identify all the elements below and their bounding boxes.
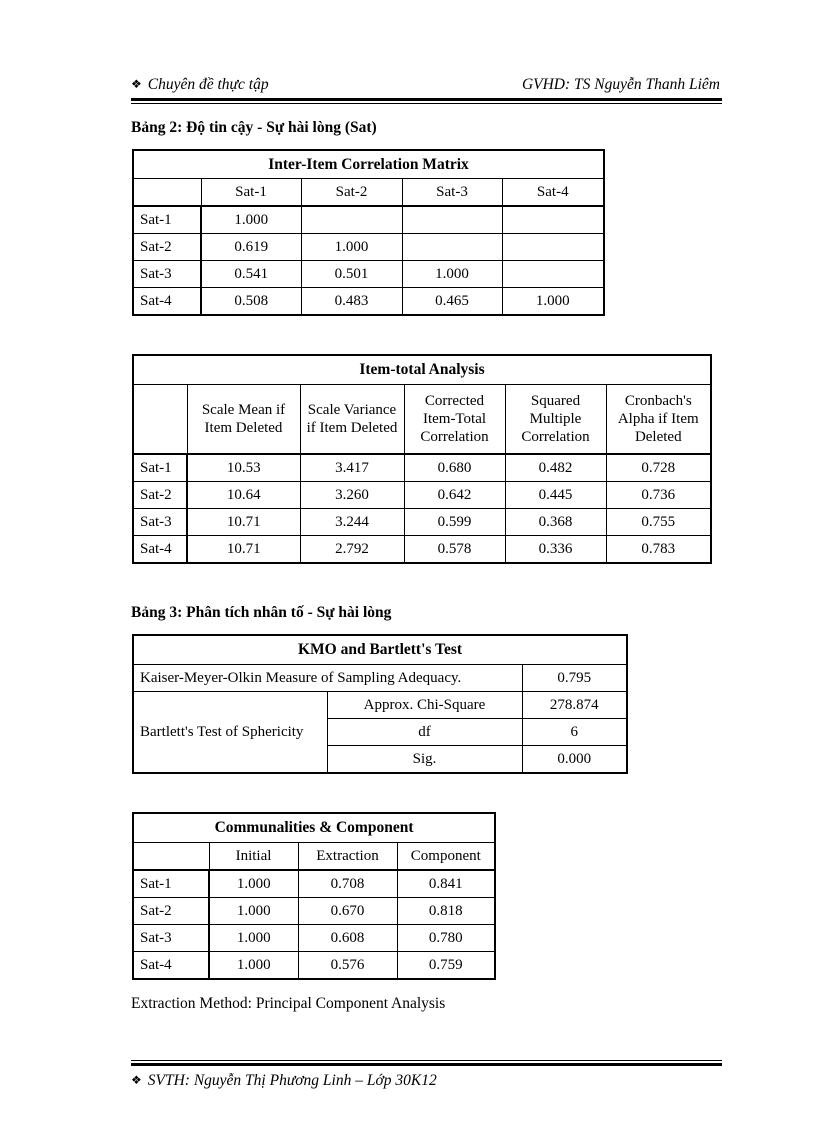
header-left-text: Chuyên đề thực tập (147, 76, 269, 93)
column-header: Scale Mean if Item Deleted (187, 385, 300, 455)
table-cell: 1.000 (402, 261, 502, 288)
table-cell: Sig. (327, 746, 522, 774)
footer-rule-thin (131, 1060, 722, 1061)
row-label: Sat-2 (133, 898, 209, 925)
table-row (133, 692, 627, 719)
table-cell: 0.576 (298, 952, 397, 980)
table-row (133, 536, 711, 564)
row-label: Sat-1 (133, 870, 209, 898)
table-cell (502, 261, 604, 288)
table-cell: 2.792 (300, 536, 404, 564)
kmo-label: Kaiser-Meyer-Olkin Measure of Sampling Adequacy. (133, 665, 522, 692)
table-cell: 0.501 (301, 261, 402, 288)
diamond-bullet-icon: ❖ (131, 1073, 142, 1087)
table-cell: 0.336 (505, 536, 606, 564)
table-cell: 1.000 (209, 925, 298, 952)
table-cell: 3.417 (300, 454, 404, 482)
table-row (133, 898, 495, 925)
table-cell: 0.755 (606, 509, 711, 536)
header-left (131, 76, 269, 94)
footer-rule-thick (131, 1063, 722, 1066)
column-header: Sat-1 (201, 179, 301, 207)
table-cell: 1.000 (209, 952, 298, 980)
table-cell: 0.680 (404, 454, 505, 482)
column-header: Cronbach's Alpha if Item Deleted (606, 385, 711, 455)
table-cell: 0.642 (404, 482, 505, 509)
item-total-title: Item-total Analysis (133, 355, 711, 385)
row-label: Sat-2 (133, 482, 187, 509)
table3-caption: Bảng 3: Phân tích nhân tố - Sự hài lòng (131, 604, 392, 621)
table-row (133, 288, 604, 316)
kmo-value: 0.795 (522, 665, 627, 692)
table-row (133, 952, 495, 980)
table-cell: 0.619 (201, 234, 301, 261)
table-cell: 0.783 (606, 536, 711, 564)
table-cell (502, 206, 604, 234)
correlation-title: Inter-Item Correlation Matrix (133, 150, 604, 179)
row-label: Sat-3 (133, 261, 201, 288)
table-cell: 0.708 (298, 870, 397, 898)
table-cell: 1.000 (201, 206, 301, 234)
row-label: Sat-1 (133, 206, 201, 234)
kmo-bartlett-table (132, 634, 628, 774)
table-cell: 0.780 (397, 925, 495, 952)
row-label: Sat-2 (133, 234, 201, 261)
column-header: Sat-3 (402, 179, 502, 207)
page-header (131, 76, 722, 96)
table-cell: 1.000 (301, 234, 402, 261)
table-cell: df (327, 719, 522, 746)
header-right: GVHD: TS Nguyễn Thanh Liêm (521, 76, 720, 93)
table-cell (402, 206, 502, 234)
header-blank-cell (133, 179, 201, 207)
header-blank-cell (133, 843, 209, 871)
table-cell (502, 234, 604, 261)
row-label: Sat-1 (133, 454, 187, 482)
table-row (133, 206, 604, 234)
diamond-bullet-icon: ❖ (131, 77, 142, 91)
table-cell: 0.818 (397, 898, 495, 925)
table-cell: 1.000 (209, 898, 298, 925)
column-header: Sat-2 (301, 179, 402, 207)
table-cell: 0.728 (606, 454, 711, 482)
column-header: Corrected Item-Total Correlation (404, 385, 505, 455)
column-header: Extraction (298, 843, 397, 871)
table2-caption: Bảng 2: Độ tin cậy - Sự hài lòng (Sat) (131, 119, 377, 136)
table-cell: 1.000 (502, 288, 604, 316)
table-cell: 6 (522, 719, 627, 746)
table-cell: 0.368 (505, 509, 606, 536)
item-total-table (132, 354, 712, 564)
table-cell: 0.483 (301, 288, 402, 316)
table-cell (301, 206, 402, 234)
table-row (133, 234, 604, 261)
table-row (133, 454, 711, 482)
table-cell: 0.508 (201, 288, 301, 316)
row-label: Sat-4 (133, 952, 209, 980)
row-label: Sat-3 (133, 925, 209, 952)
table-cell: 0.578 (404, 536, 505, 564)
table-cell: 3.260 (300, 482, 404, 509)
kmo-title: KMO and Bartlett's Test (133, 635, 627, 665)
table-cell: 10.64 (187, 482, 300, 509)
correlation-matrix-table (132, 149, 605, 316)
table-row (133, 261, 604, 288)
table-cell: 10.71 (187, 536, 300, 564)
table-cell: 0.000 (522, 746, 627, 774)
table-row (133, 870, 495, 898)
footer-text: SVTH: Nguyễn Thị Phương Linh – Lớp 30K12 (147, 1072, 437, 1089)
column-header: Squared Multiple Correlation (505, 385, 606, 455)
row-label: Sat-3 (133, 509, 187, 536)
table-cell: 3.244 (300, 509, 404, 536)
row-label: Sat-4 (133, 536, 187, 564)
table-row (133, 925, 495, 952)
column-header: Sat-4 (502, 179, 604, 207)
bartlett-label: Bartlett's Test of Sphericity (133, 692, 327, 774)
extraction-note: Extraction Method: Principal Component Analysis (131, 995, 446, 1012)
table-cell: 1.000 (209, 870, 298, 898)
column-header: Initial (209, 843, 298, 871)
column-header: Component (397, 843, 495, 871)
table-cell: 0.465 (402, 288, 502, 316)
header-rule-thin (131, 103, 722, 104)
row-label: Sat-4 (133, 288, 201, 316)
table-cell: 10.71 (187, 509, 300, 536)
table-row (133, 482, 711, 509)
communalities-title: Communalities & Component (133, 813, 495, 843)
column-header: Scale Variance if Item Deleted (300, 385, 404, 455)
header-blank-cell (133, 385, 187, 455)
table-cell: 0.759 (397, 952, 495, 980)
table-cell: 10.53 (187, 454, 300, 482)
table-cell: Approx. Chi-Square (327, 692, 522, 719)
table-cell: 278.874 (522, 692, 627, 719)
table-cell: 0.599 (404, 509, 505, 536)
communalities-table (132, 812, 496, 980)
table-cell (402, 234, 502, 261)
table-cell: 0.736 (606, 482, 711, 509)
table-cell: 0.445 (505, 482, 606, 509)
table-cell: 0.841 (397, 870, 495, 898)
table-cell: 0.541 (201, 261, 301, 288)
table-cell: 0.670 (298, 898, 397, 925)
table-cell: 0.482 (505, 454, 606, 482)
header-rule-thick (131, 98, 722, 101)
page-footer (131, 1072, 437, 1090)
table-row (133, 509, 711, 536)
table-cell: 0.608 (298, 925, 397, 952)
